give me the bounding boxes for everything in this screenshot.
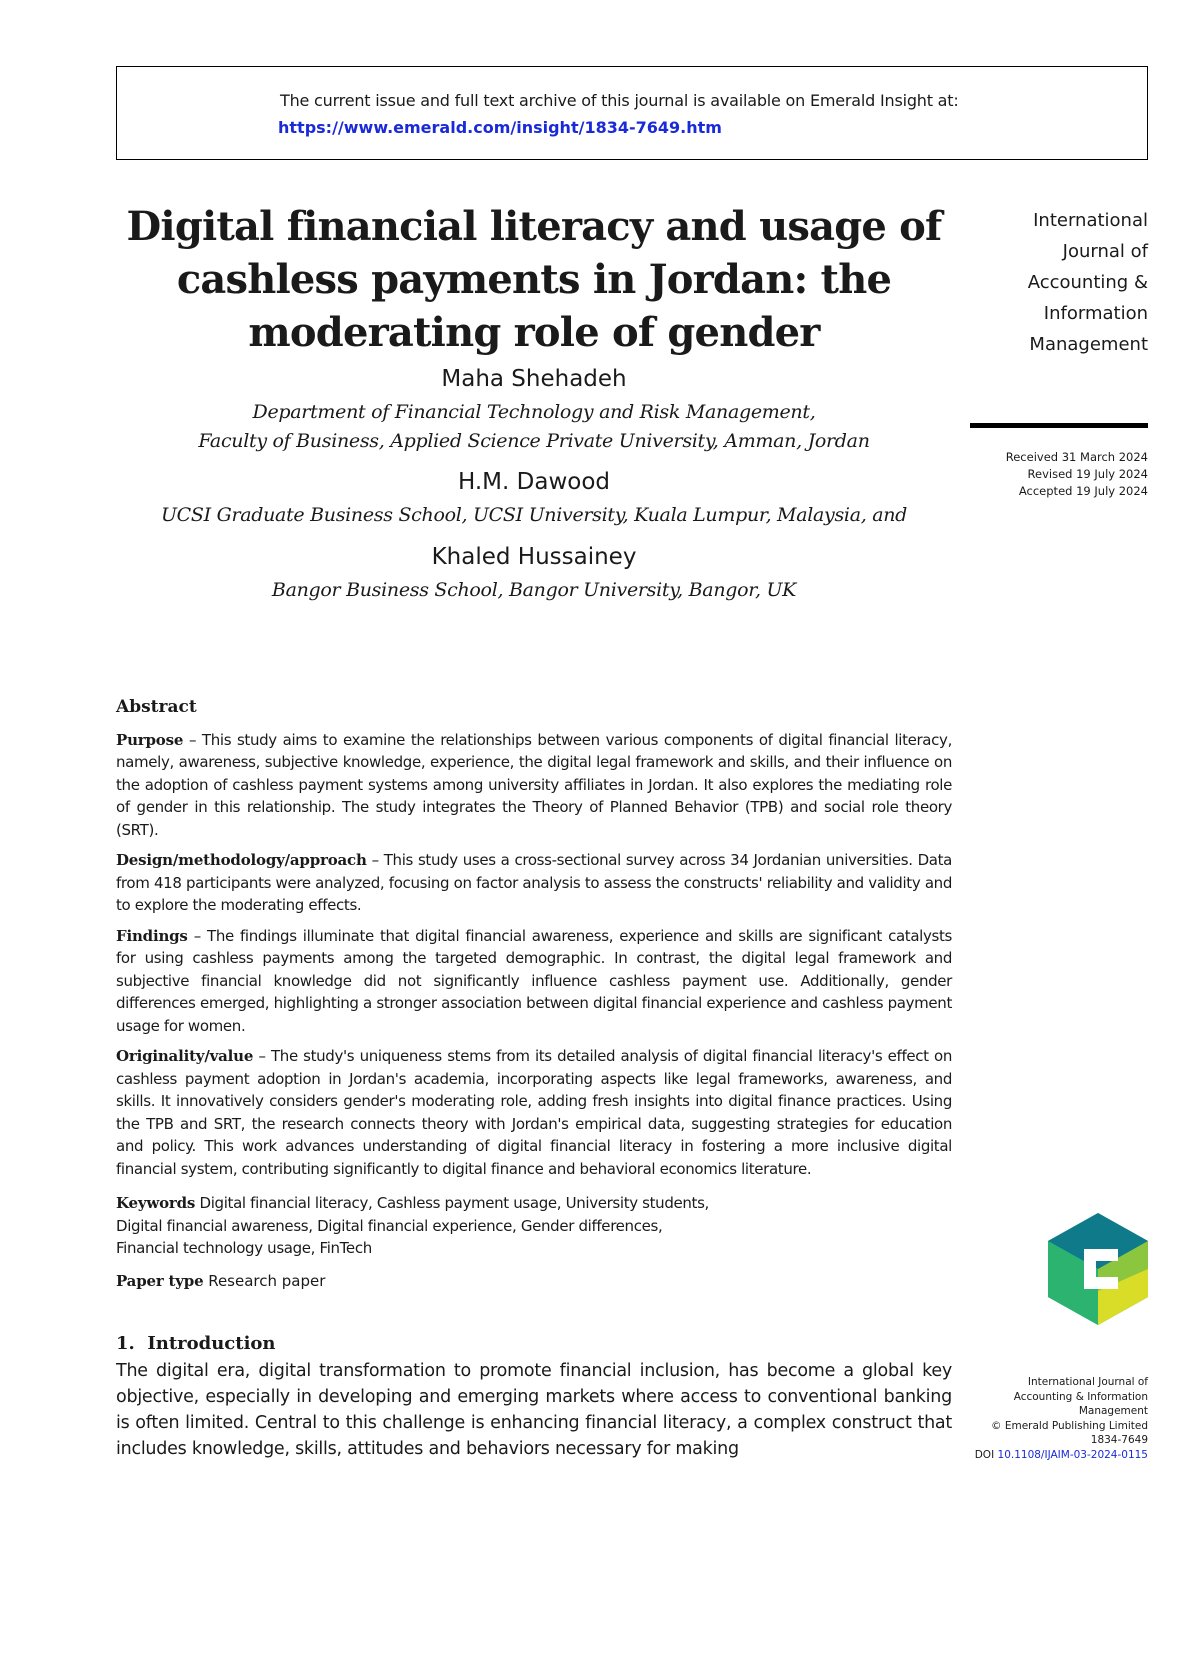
publication-info [908,1375,1148,1462]
divider-rule [970,423,1148,428]
emerald-logo-icon [1048,1213,1148,1325]
received-date: Received 31 March 2024 [1005,450,1148,464]
purpose-text: – This study aims to examine the relationships between various components of digital financial literacy, namely, awareness, subjective knowledge, experience, the digital legal framework and skills, and their influence on the adoption of cashless payment systems among university affiliates in Jordan. It also explores the mediating role of gender in this relationship. The study integrates the Theory of Planned Behavior (TPB) and social role theory (SRT). [116,730,952,839]
title-line: cashless payments in Jordan: the [176,256,892,303]
abstract-design [116,849,952,917]
originality-text: – The study's uniqueness stems from its detailed analysis of digital financial literacy's effect on cashless payment adoption in Jordan's academia, incorporating aspects like legal frameworks, awareness, and skills. It innovatively considers gender's moderating role, adding fresh insights into digital finance practices. Using the TPB and SRT, the research connects theory with Jordan's empirical data, suggesting strategies for education and policy. This work advances understanding of digital financial literacy in fostering a more inclusive digital financial system, contributing significantly to digital finance and behavioral economics literature. [116,1047,952,1178]
abstract-section [116,696,952,1292]
copyright-notice: © Emerald Publishing Limited [991,1419,1148,1432]
originality-label: Originality/value [116,1047,254,1065]
pub-journal-line: International Journal of [1027,1376,1148,1388]
journal-name-line: Accounting & [1027,272,1148,293]
abstract-originality [116,1045,952,1180]
title-line: moderating role of gender [248,309,820,356]
revised-date: Revised 19 July 2024 [1027,467,1148,481]
journal-name-line: Management [1029,334,1148,355]
section-heading: 1. Introduction [116,1333,276,1354]
author-affiliation [116,576,952,605]
article-dates [1006,449,1148,500]
keywords-line: Digital financial awareness, Digital financial experience, Gender differences, [116,1216,663,1235]
pub-journal-line: Management [1078,1405,1148,1417]
affiliation-line: Department of Financial Technology and Risk Management, [252,401,816,423]
design-text: – This study uses a cross-sectional survey across 34 Jordanian universities. Data from 418 participants were analyzed, focusing on factor analysis to assess the constructs' reliability and validity and to explore the moderating effects. [116,851,952,914]
findings-text: – The findings illuminate that digital financial awareness, experience and skills are significant catalysts for using cashless payments among the targeted demographic. In contrast, the digital legal framework and subjective financial knowledge did not significantly influence cashless payment use. Additionally, gender differences emerged, highlighting a stronger association between digital financial experience and cashless payment usage for women. [116,926,952,1035]
abstract-findings [116,925,952,1038]
abstract-heading: Abstract [116,697,197,717]
keywords-label: Keywords [116,1194,196,1212]
doi-link[interactable]: 10.1108/IJAIM-03-2024-0115 [997,1448,1148,1461]
keywords-block [116,1192,952,1260]
journal-name-line: Information [1043,303,1148,324]
author-name: Khaled Hussainey [431,544,637,570]
purpose-label: Purpose [116,730,184,749]
keywords-line: Financial technology usage, FinTech [116,1239,372,1257]
accepted-date: Accepted 19 July 2024 [1018,484,1148,498]
paper-type-label: Paper type [116,1271,204,1290]
archive-url-link[interactable]: https://www.emerald.com/insight/1834-7649.htm [278,118,722,137]
affiliation-line: UCSI Graduate Business School, UCSI University, Kuala Lumpur, Malaysia, and [160,504,908,526]
issn: 1834-7649 [1090,1434,1148,1446]
keywords-line: Digital financial literacy, Cashless payment usage, University students, [195,1194,709,1212]
paper-type-block [116,1270,952,1293]
journal-name-line: International [1033,210,1148,231]
author-name: H.M. Dawood [457,469,611,495]
doi-label: DOI [974,1448,995,1461]
author-affiliation [116,398,952,456]
author-name: Maha Shehadeh [441,366,627,392]
doi-line [908,1448,1148,1463]
abstract-purpose [116,729,952,842]
introduction-text: The digital era, digital transformation to promote financial inclusion, has become a global key objective, especially in developing and emerging markets where access to conventional banking is often limited. Central to this challenge is enhancing financial literacy, a complex construct that includes knowledge, skills, attitudes and behaviors necessary for making [116,1361,952,1459]
archive-notice-text: The current issue and full text archive of this journal is available on Emerald Insight at: [280,91,959,110]
affiliation-line: Bangor Business School, Bangor University, Bangor, UK [271,579,797,601]
paper-title [116,200,952,359]
paper-type-value: Research paper [203,1271,326,1290]
archive-notice-box [116,66,1148,160]
design-label: Design/methodology/approach [116,851,367,869]
pub-journal-line: Accounting & Information [1013,1390,1148,1403]
journal-name-line: Journal of [1062,241,1148,262]
title-line: Digital financial literacy and usage of [126,203,942,250]
findings-label: Findings [116,926,188,945]
author-affiliation [116,501,952,530]
journal-name [958,205,1148,360]
affiliation-line: Faculty of Business, Applied Science Private University, Amman, Jordan [198,430,870,452]
